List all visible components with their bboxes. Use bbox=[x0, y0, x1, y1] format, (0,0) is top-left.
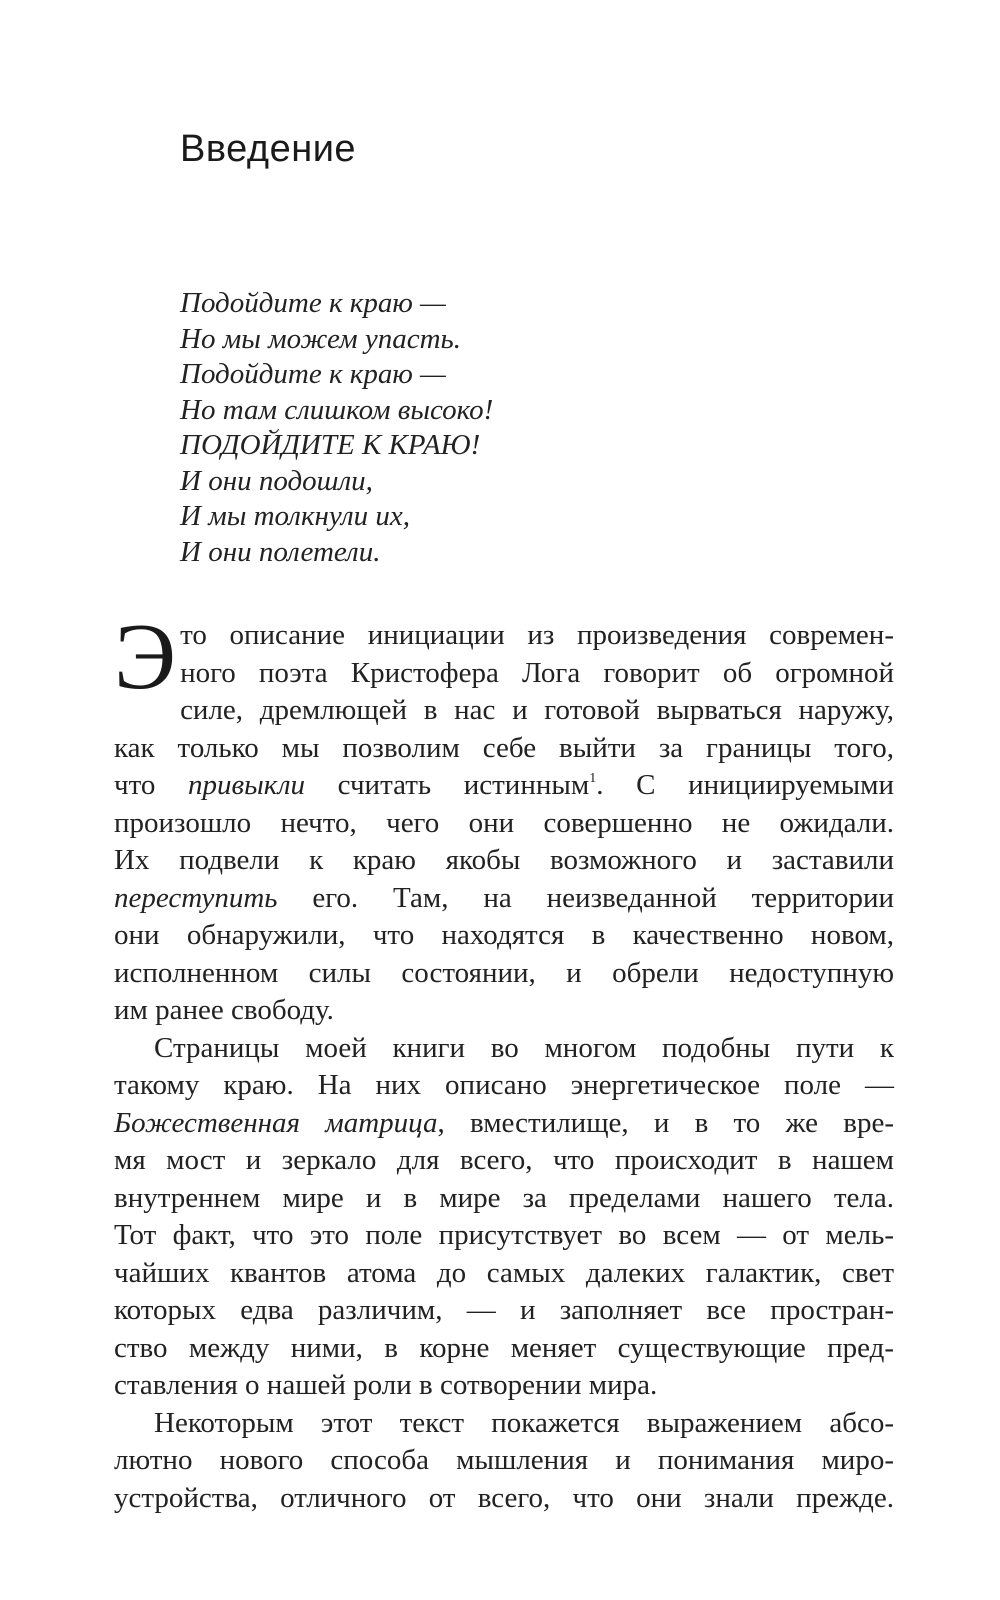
epigraph-line: Но там слишком высоко! bbox=[180, 393, 494, 426]
epigraph-line: ПОДОЙДИТЕ К КРАЮ! bbox=[180, 429, 481, 461]
drop-cap: Э bbox=[114, 605, 177, 709]
paragraph-2 bbox=[114, 1030, 894, 1405]
text-fragment: , вместилище, и в то же вре- bbox=[437, 1106, 894, 1139]
text-line: исполненном силы состоянии, и обрели недоступную bbox=[114, 956, 894, 989]
chapter-title: Введение bbox=[180, 128, 357, 170]
epigraph-line: И они подошли, bbox=[180, 464, 373, 497]
text-line bbox=[114, 880, 894, 918]
text-line bbox=[114, 1105, 894, 1143]
text-line: устройства, отличного от всего, что они знали прежде. bbox=[114, 1481, 894, 1514]
text-line: Тот факт, что это поле присутствует во всем — от мель- bbox=[114, 1219, 894, 1251]
text-line: внутреннем мире и в мире за пределами нашего тела. bbox=[114, 1181, 894, 1214]
text-line: которых едва различим, — и заполняет все простран- bbox=[114, 1294, 894, 1326]
text-fragment: считать истинным bbox=[305, 769, 590, 801]
epigraph-line: Подойдите к краю — bbox=[180, 287, 446, 319]
text-line: ставления о нашей роли в сотворении мира. bbox=[114, 1369, 658, 1401]
text-line: Их подвели к краю якобы возможного и заставили bbox=[114, 844, 894, 876]
emphasis-text: Божественная матрица bbox=[114, 1106, 438, 1139]
text-line: они обнаружили, что находятся в качественно новом, bbox=[114, 919, 894, 951]
body-text bbox=[114, 605, 894, 1517]
text-line bbox=[114, 767, 894, 805]
text-line: то описание инициации из произведения современ- bbox=[180, 619, 894, 651]
text-line: мя мост и зеркало для всего, что происходит в нашем bbox=[114, 1144, 894, 1176]
emphasis-text: привыкли bbox=[188, 769, 306, 801]
text-line: Некоторым этот текст покажется выражением абсо- bbox=[154, 1406, 894, 1439]
text-line: Страницы моей книги во многом подобны пути к bbox=[154, 1031, 894, 1064]
emphasis-text: переступить bbox=[114, 881, 278, 914]
footnote-marker[interactable]: 1 bbox=[589, 771, 597, 786]
text-fragment: его. Там, на неизведанной территории bbox=[277, 881, 894, 914]
text-fragment: что bbox=[114, 769, 189, 801]
text-line: им ранее свободу. bbox=[114, 994, 334, 1026]
text-line: ство между ними, в корне меняет существующие пред- bbox=[114, 1331, 894, 1364]
epigraph bbox=[180, 286, 493, 570]
paragraph-3 bbox=[114, 1405, 894, 1518]
epigraph-line: Подойдите к краю — bbox=[180, 358, 446, 390]
epigraph-line: Но мы можем упасть. bbox=[180, 322, 462, 355]
text-line: чайших квантов атома до самых далеких галактик, свет bbox=[114, 1256, 894, 1289]
text-fragment: . С инициируемыми bbox=[596, 769, 894, 801]
text-line: силе, дремлющей в нас и готовой вырваться наружу, bbox=[180, 694, 894, 726]
text-line: ного поэта Кристофера Лога говорит об огромной bbox=[180, 656, 894, 689]
epigraph-line: И мы толкнули их, bbox=[180, 500, 411, 532]
epigraph-line: И они полетели. bbox=[180, 535, 381, 568]
text-line: как только мы позволим себе выйти за границы того, bbox=[114, 731, 894, 764]
text-line: лютно нового способа мышления и понимания миро- bbox=[114, 1444, 894, 1476]
text-line: произошло нечто, чего они совершенно не ожидали. bbox=[114, 806, 894, 839]
paragraph-1 bbox=[114, 605, 894, 1030]
text-line: такому краю. На них описано энергетическое поле — bbox=[114, 1069, 894, 1101]
